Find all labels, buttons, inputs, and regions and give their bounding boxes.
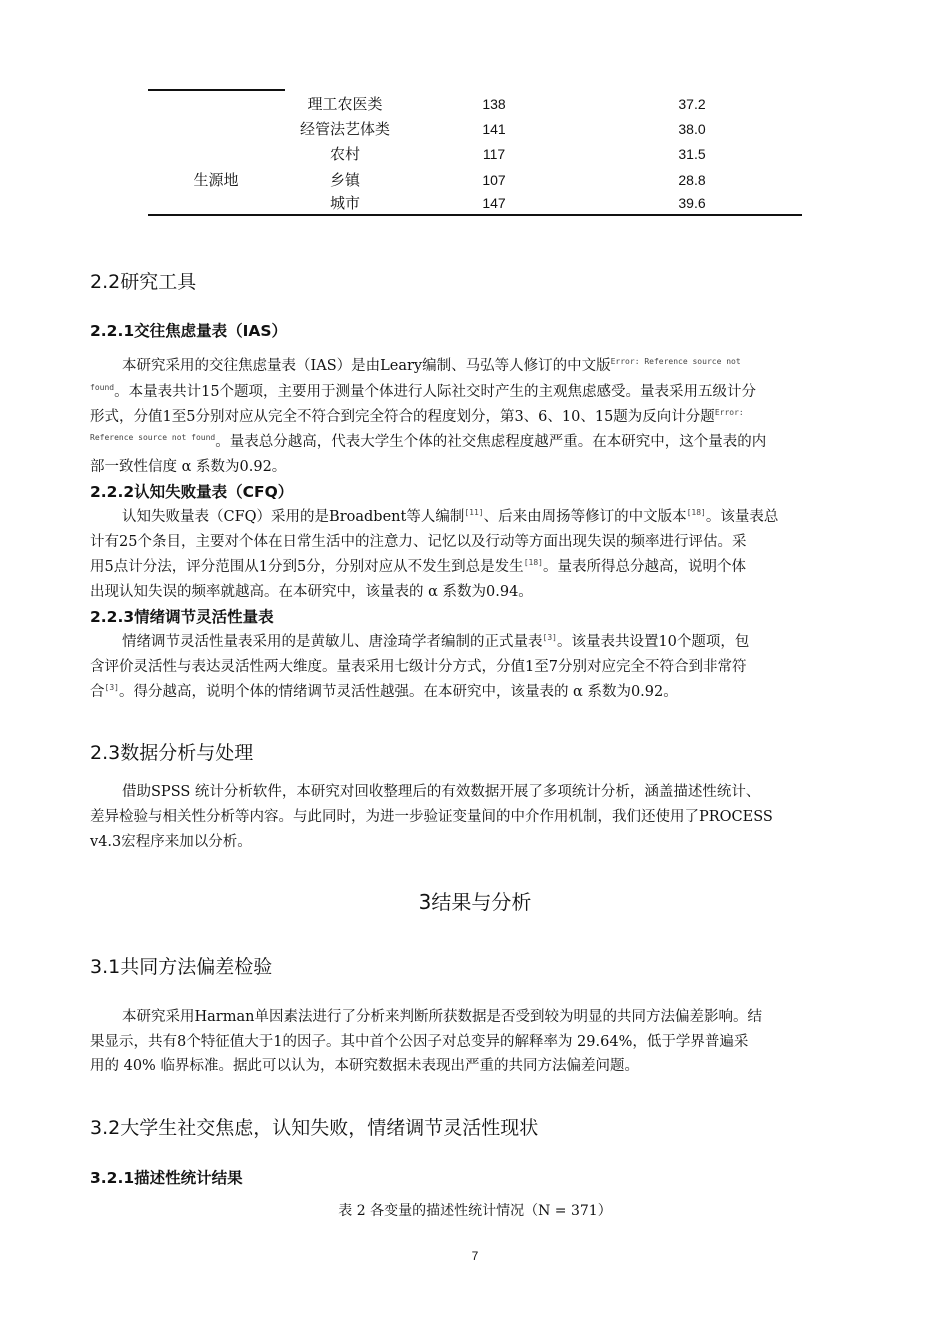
page-number: 7 [471,1249,479,1263]
table-cell-category: 农村 [329,145,361,163]
paragraph-line [122,506,778,528]
text: 。量表所得总分越高，说明个体 [542,559,746,575]
paragraph-line [90,431,766,453]
table-cell-percent: 31.5 [678,146,706,162]
reference-error: Error: [714,408,744,418]
paragraph-line [90,406,744,428]
text: 认知失败量表（CFQ）采用的是Broadbent等人编制 [122,509,465,525]
table-cell-count: 138 [482,96,506,112]
table-caption: 表 2 各变量的描述性统计情况（N = 371） [338,1203,612,1219]
table-cell-percent: 28.8 [678,172,706,188]
paragraph-line [122,355,741,377]
table-cell-count: 117 [482,146,506,162]
chapter-heading-3: 3结果与分析 [418,890,532,914]
table-bottom-rule [148,214,802,216]
text: 用5点计分法，评分范围从1分到5分，分别对应从不发生到总是发生 [90,559,524,575]
text: 形式，分值1至5分别对应从完全不符合到完全符合的程度划分，第3、6、10、15题为反向计分题 [90,409,715,425]
text: 。得分越高，说明个体的情绪调节灵活性越强。在本研究中，该量表的 α 系数为0.92。 [118,684,678,700]
reference-error: Reference source not found [90,433,216,443]
table-cell-category: 乡镇 [329,171,361,189]
table-cell-category: 城市 [329,194,361,212]
paragraph-line [90,556,746,578]
table-cell-count: 141 [482,121,506,137]
text: 。该量表总 [705,509,779,525]
paragraph-line: 差异检验与相关性分析等内容。与此同时，为进一步验证变量间的中介作用机制，我们还使用了PROCESS [90,809,773,825]
table-cell-group: 生源地 [193,171,239,189]
reference-error: found [90,383,115,393]
text: 本研究采用的交往焦虑量表（IAS）是由Leary编制、马弘等人修订的中文版 [122,358,611,374]
paragraph-line: 借助SPSS 统计分析软件，本研究对回收整理后的有效数据开展了多项统计分析，涵盖描述性统计、 [122,784,761,800]
citation: [3] [542,633,557,643]
paragraph-line: 果显示，共有8个特征值大于1的因子。其中首个公因子对总变异的解释率为 29.64%，低于学界普遍采 [90,1034,749,1050]
citation: [18] [523,558,543,568]
paragraph-line: 用的 40% 临界标准。据此可以认为，本研究数据未表现出严重的共同方法偏差问题。 [90,1058,639,1074]
subsection-heading-2-2-1: 2.2.1交往焦虑量表（IAS） [90,322,288,340]
section-heading-3-2: 3.2大学生社交焦虑，认知失败，情绪调节灵活性现状 [90,1117,539,1139]
paragraph-line: 计有25个条目，主要对个体在日常生活中的注意力、记忆以及行动等方面出现失误的频率进行评估。采 [90,534,747,550]
reference-error: Error: Reference source not [610,357,741,367]
citation: [18] [686,508,706,518]
paragraph-line: v4.3宏程序来加以分析。 [90,834,252,850]
table-cell-count: 147 [482,195,506,211]
table-cell-count: 107 [482,172,506,188]
table-cell-percent: 38.0 [678,121,706,137]
text: 、后来由周扬等修订的中文版本 [483,509,687,525]
text: 合 [90,684,105,700]
table-top-rule [148,89,285,91]
paragraph-line: 部一致性信度 α 系数为0.92。 [90,459,287,475]
section-heading-2-2: 2.2研究工具 [90,271,197,293]
subsection-heading-2-2-3: 2.2.3情绪调节灵活性量表 [90,608,274,626]
paragraph-line: 含评价灵活性与表达灵活性两大维度。量表采用七级计分方式，分值1至7分别对应完全不符合到非常符 [90,659,747,675]
text: 。该量表共设置10个题项，包 [556,634,750,650]
paragraph-line [90,381,756,403]
text: 。量表总分越高，代表大学生个体的社交焦虑程度越严重。在本研究中，这个量表的内 [215,434,767,450]
table-cell-category: 经管法艺体类 [299,120,391,138]
citation: [11] [464,508,484,518]
table-cell-category: 理工农医类 [307,95,383,113]
table-cell-percent: 37.2 [678,96,706,112]
subsection-heading-2-2-2: 2.2.2认知失败量表（CFQ） [90,483,294,501]
subsection-heading-3-2-1: 3.2.1描述性统计结果 [90,1169,243,1187]
text: 。本量表共计15个题项，主要用于测量个体进行人际社交时产生的主观焦虑感受。量表采用五级计分 [114,384,757,400]
paragraph-line: 出现认知失误的频率就越高。在本研究中，该量表的 α 系数为0.94。 [90,584,533,600]
citation: [3] [104,683,119,693]
section-heading-3-1: 3.1共同方法偏差检验 [90,956,273,978]
paragraph-line: 本研究采用Harman单因素法进行了分析来判断所获数据是否受到较为明显的共同方法偏差影响。结 [122,1009,762,1025]
table-cell-percent: 39.6 [678,195,706,211]
section-heading-2-3: 2.3数据分析与处理 [90,742,254,764]
text: 情绪调节灵活性量表采用的是黄敏儿、唐淦琦学者编制的正式量表 [122,634,543,650]
paragraph-line [90,681,678,703]
paragraph-line [122,631,749,653]
